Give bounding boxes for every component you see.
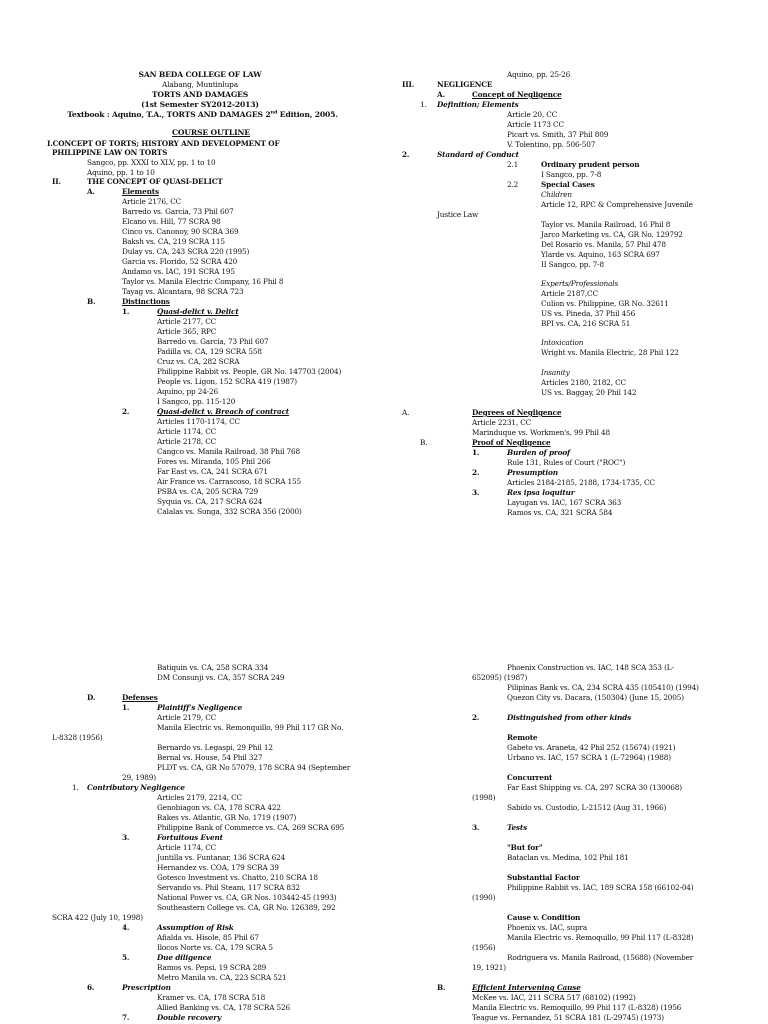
reference-line: National Power vs. CA, GR Nos. 103442-45 (1993)	[157, 893, 337, 902]
reference-line: Jarco Marketing vs. CA, GR No. 129792	[541, 230, 683, 239]
category-label: Remote	[507, 733, 538, 742]
school-location: Alabang, Muntinlupa	[161, 80, 239, 89]
reference-line: Bernal vs. House, 54 Phil 327	[157, 753, 263, 762]
reference-line: Article 12, RPC & Comprehensive Juvenile	[541, 200, 693, 209]
school-name: SAN BEDA COLLEGE OF LAW	[138, 70, 262, 79]
reference-line: V. Tolentino, pp. 506-507	[507, 140, 596, 149]
reference-line: Layugan vs. IAC, 167 SCRA 363	[507, 498, 622, 507]
reference-line: Kramer vs. CA, 178 SCRA 518	[157, 993, 266, 1002]
reference-line: (1998)	[472, 793, 496, 802]
reference-line: 29, 1989)	[122, 773, 156, 782]
reference-line: Article 365, RPC	[157, 327, 217, 336]
item-title: Presumption	[507, 468, 558, 477]
item-title: Double recovery	[157, 1013, 222, 1022]
section-title: I.CONCEPT OF TORTS; HISTORY AND DEVELOPMENT OF	[47, 139, 280, 148]
reference-line: Manila Electric vs. Remonquillo, 99 Phil 117 GR No.	[157, 723, 344, 732]
item-number: 1.	[72, 783, 79, 792]
reference-line: Tayag vs. Alcantara, 98 SCRA 723	[122, 287, 244, 296]
reference-line: Air France vs. Carrascoso, 18 SCRA 155	[157, 477, 302, 486]
reference-line: Article 1174, CC	[157, 843, 217, 852]
reference-line: People vs. Ligon, 152 SCRA 419 (1987)	[157, 377, 297, 386]
item-number: 2.	[402, 150, 410, 159]
item-title: Tests	[507, 823, 528, 832]
item-title: Fortuitous Event	[157, 833, 223, 842]
section-title: NEGLIGENCE	[437, 80, 493, 89]
subsection-title: Concept of Negligence	[472, 90, 562, 99]
reference-line: Batiquin vs. CA, 258 SCRA 334	[157, 663, 269, 672]
reference-line: Juntilla vs. Funtanar, 136 SCRA 624	[157, 853, 286, 862]
reference-line: Manila Electric vs. Remoquillo, 99 Phil 117 (L-8328)	[507, 933, 694, 942]
section-number: III.	[402, 80, 415, 89]
category-label: Children	[541, 190, 572, 199]
reference-line: Manila Electric vs. Remoquillo, 99 Phil 117 (L-8328) (1956	[472, 1003, 682, 1012]
reference-line: Article 2176, CC	[122, 197, 182, 206]
reference-line: Padilla vs. CA, 129 SCRA 558	[157, 347, 262, 356]
reference-line: I Sangco, pp. 7-8	[541, 170, 602, 179]
reference-line: Culion vs. Philippine, GR No. 32611	[541, 299, 669, 308]
reference-line: I Sangco, pp. 115-120	[157, 397, 236, 406]
subsection-letter: B.	[420, 438, 428, 447]
reference-line: Wright vs. Manila Electric, 28 Phil 122	[541, 348, 679, 357]
category-label: Intoxication	[541, 338, 584, 347]
reference-line: Philippine Rabbit vs. People, GR No. 147703 (2004)	[157, 367, 342, 376]
textbook-line: Textbook : Aquino, T.A., TORTS AND DAMAGES 2nd Edition, 2005.	[67, 109, 338, 119]
reference-line: Articles 1170-1174, CC	[157, 417, 240, 426]
item-number: 3.	[472, 823, 480, 832]
reference-line: US vs. Baggay, 20 Phil 142	[541, 388, 637, 397]
reference-line: 19, 1921)	[472, 963, 506, 972]
reference-line: Articles 2180, 2182, CC	[541, 378, 626, 387]
reference-line: Philippine Bank of Commerce vs. CA, 269 SCRA 695	[157, 823, 345, 832]
reference-line: (1990)	[472, 893, 496, 902]
reference-line: Taylor vs. Manila Electric Company, 16 Phil 8	[122, 277, 284, 286]
reference-line: Gotesco Investment vs. Chatto, 210 SCRA 18	[157, 873, 318, 882]
reference-line: Rakes vs. Atlantic, GR No. 1719 (1907)	[157, 813, 297, 822]
item-number: 1.	[122, 307, 130, 316]
reference-line: Article 1173 CC	[507, 120, 564, 129]
item-number: 1.	[472, 448, 480, 457]
reference-line: Cangco vs. Manila Railroad, 38 Phil 768	[157, 447, 300, 456]
reference-line: Allied Banking vs. CA, 178 SCRA 526	[157, 1003, 291, 1012]
reference-line: Aquino, pp. 1 to 10	[87, 168, 155, 177]
reference-line: Fores vs. Miranda, 105 Phil 266	[157, 457, 271, 466]
reference-line: Bernardo vs. Legaspi, 29 Phil 12	[157, 743, 273, 752]
reference-line: Metro Manila vs. CA, 223 SCRA 521	[157, 973, 287, 982]
category-label: Substantial Factor	[507, 873, 580, 882]
subsection-title: Defenses	[122, 693, 158, 702]
subsection-letter: A.	[437, 90, 445, 99]
item-number: 2.	[472, 468, 480, 477]
reference-line: Hernandez vs. COA, 179 SCRA 39	[157, 863, 279, 872]
item-title: Burden of proof	[507, 448, 571, 457]
reference-line: L-8328 (1956)	[52, 733, 103, 742]
reference-line: Syquia vs. CA, 217 SCRA 624	[157, 497, 263, 506]
item-number: 2.1	[507, 160, 519, 169]
subsection-letter: B.	[87, 297, 96, 306]
reference-line: Far East Shipping vs. CA, 297 SCRA 30 (130068)	[507, 783, 682, 792]
item-number: 7.	[122, 1013, 130, 1022]
reference-line: Genobiagon vs. CA, 178 SCRA 422	[157, 803, 281, 812]
item-title: Prescription	[122, 983, 171, 992]
subsection-letter: A.	[402, 408, 410, 417]
reference-line: Far East vs. CA, 241 SCRA 671	[157, 467, 268, 476]
reference-line: Teague vs. Fernandez, 51 SCRA 181 (L-29745) (1973)	[472, 1013, 664, 1022]
reference-line: PLDT vs. CA, GR No 57079, 178 SCRA 94 (September	[157, 763, 351, 772]
reference-line: Cinco vs. Canonoy, 90 SCRA 369	[122, 227, 239, 236]
reference-line: II Sangco, pp. 7-8	[541, 260, 604, 269]
reference-line: Southeastern College vs. CA, GR No. 126389, 292	[157, 903, 336, 912]
item-title: Distinguished from other kinds	[507, 713, 632, 722]
reference-line: Calalas vs. Sunga, 332 SCRA 356 (2000)	[157, 507, 302, 516]
reference-line: Quezon City vs. Dacara, (150304) (June 15, 2005)	[507, 693, 684, 702]
item-number: 3.	[472, 488, 480, 497]
reference-line: Article 2231, CC	[472, 418, 532, 427]
item-title: Res ipsa loquitur	[507, 488, 575, 497]
item-title: Assumption of Risk	[157, 923, 234, 932]
reference-line: (1956)	[472, 943, 496, 952]
section-number: II.	[52, 177, 61, 186]
reference-line: US vs. Pineda, 37 Phil 456	[541, 309, 636, 318]
item-number: 2.2	[507, 180, 519, 189]
item-number: 5.	[122, 953, 130, 962]
item-title: Standard of Conduct	[437, 150, 519, 159]
reference-line: Elcano vs. Hill, 77 SCRA 98	[122, 217, 221, 226]
reference-line: Article 1174, CC	[157, 427, 217, 436]
reference-line: 652095) (1987)	[472, 673, 528, 682]
item-number: 4.	[122, 923, 130, 932]
section-title: THE CONCEPT OF QUASI-DELICT	[87, 177, 223, 186]
outline-title: COURSE OUTLINE	[172, 128, 250, 137]
reference-line: Cruz vs. CA, 282 SCRA	[157, 357, 240, 366]
reference-line: SCRA 422 (July 10, 1998)	[52, 913, 143, 922]
reference-line: Article 2179, CC	[157, 713, 217, 722]
category-label: Insanity	[541, 368, 570, 377]
section-title: PHILIPPINE LAW ON TORTS	[52, 148, 168, 157]
reference-line: BPI vs. CA, 216 SCRA 51	[541, 319, 631, 328]
reference-line: Ramos vs. Pepsi, 19 SCRA 289	[157, 963, 267, 972]
reference-line: Aquino, pp 24-26	[157, 387, 219, 396]
subsection-letter: B.	[437, 983, 446, 992]
subsection-title: Efficient Intervening Cause	[472, 983, 581, 992]
subsection-letter: A.	[87, 187, 95, 196]
reference-line: PSBA vs. CA, 205 SCRA 729	[157, 487, 258, 496]
reference-line: Dulay vs. CA, 243 SCRA 220 (1995)	[122, 247, 250, 256]
reference-line: Ylarde vs. Aquino, 163 SCRA 697	[541, 250, 660, 259]
subsection-title: Degrees of Negligence	[472, 408, 562, 417]
subsection-letter: D.	[87, 693, 96, 702]
item-number: 1.	[420, 100, 427, 109]
reference-line: Afialda vs. Hisole, 85 Phil 67	[157, 933, 259, 942]
reference-line: Garcia vs. Florido, 52 SCRA 420	[122, 257, 238, 266]
reference-line: McKee vs. IAC, 211 SCRA 517 (68102) (1992)	[472, 993, 636, 1002]
item-title: Quasi-delict v. Delict	[157, 307, 239, 316]
reference-line: Article 2187,CC	[541, 289, 598, 298]
reference-line: Sabido vs. Custodio, L-21512 (Aug 31, 1966)	[507, 803, 667, 812]
reference-line: Del Rosario vs. Manila, 57 Phil 478	[541, 240, 666, 249]
reference-line: Barredo vs. Garcia, 73 Phil 607	[157, 337, 269, 346]
reference-line: DM Consunji vs. CA, 357 SCRA 249	[157, 673, 285, 682]
item-number: 2.	[472, 713, 480, 722]
item-title: Definition; Elements	[437, 100, 519, 109]
item-title: Special Cases	[541, 180, 595, 189]
reference-line: Justice Law	[437, 210, 479, 219]
reference-line: Articles 2184-2185, 2188, 1734-1735, CC	[507, 478, 655, 487]
reference-line: Baksh vs. CA, 219 SCRA 115	[122, 237, 225, 246]
item-number: 6.	[87, 983, 95, 992]
item-number: 3.	[122, 833, 130, 842]
semester: (1st Semester SY2012-2013)	[141, 100, 259, 109]
reference-line: Article 2177, CC	[157, 317, 217, 326]
category-label: Experts/Professionals	[541, 279, 619, 288]
reference-line: Taylor vs. Manila Railroad, 16 Phil 8	[541, 220, 671, 229]
item-number: 2.	[122, 407, 130, 416]
category-label: "But for"	[507, 843, 543, 852]
reference-line: Phoenix vs. IAC, supra	[507, 923, 588, 932]
reference-line: Servando vs. Phil Steam, 117 SCRA 832	[157, 883, 300, 892]
reference-line: Phoenix Construction vs. IAC, 148 SCA 353 (L-	[507, 663, 674, 672]
category-label: Cause v. Condition	[507, 913, 581, 922]
reference-line: Sangco, pp. XXXI to XLV, pp. 1 to 10	[87, 158, 216, 167]
reference-line: Urbano vs. IAC, 157 SCRA 1 (L-72964) (1988)	[507, 753, 671, 762]
item-title: Contributory Negligence	[87, 783, 185, 792]
subsection-title: Distinctions	[122, 297, 170, 306]
reference-line: Pilipinas Bank vs. CA, 234 SCRA 435 (105410) (1994)	[507, 683, 699, 692]
reference-line: Articles 2179, 2214, CC	[157, 793, 242, 802]
item-title: Due diligence	[157, 953, 212, 962]
item-title: Ordinary prudent person	[541, 160, 640, 169]
category-label: Concurrent	[507, 773, 553, 782]
item-title: Plaintiff's Negligence	[157, 703, 243, 712]
reference-line: Rule 131, Rules of Court ("ROC")	[507, 458, 626, 467]
reference-line: Picart vs. Smith, 37 Phil 809	[507, 130, 609, 139]
subsection-title: Proof of Negligence	[472, 438, 551, 447]
item-number: 1.	[122, 703, 130, 712]
item-title: Quasi-delict v. Breach of contract	[157, 407, 290, 416]
reference-line: Gabeto vs. Araneta, 42 Phil 252 (15674) (1921)	[507, 743, 676, 752]
reference-line: Marinduque vs. Workmen's, 99 Phil 48	[472, 428, 610, 437]
reference-line: Barredo vs. Garcia, 73 Phil 607	[122, 207, 234, 216]
reference-line: Ilocos Norte vs. CA, 179 SCRA 5	[157, 943, 273, 952]
reference-line: Philippine Rabbit vs. IAC, 189 SCRA 158 (66102-04)	[507, 883, 694, 892]
subsection-title: Elements	[122, 187, 159, 196]
reference-line: Andamo vs. IAC, 191 SCRA 195	[122, 267, 235, 276]
reference-line: Ramos vs. CA, 321 SCRA 584	[507, 508, 613, 517]
reference-line: Article 20, CC	[507, 110, 558, 119]
reference-line: Article 2178, CC	[157, 437, 217, 446]
reference-line: Aquino, pp. 25-26	[507, 70, 571, 79]
subject-title: TORTS AND DAMAGES	[151, 90, 249, 99]
reference-line: Rodriguera vs. Manila Railroad, (15688) (November	[507, 953, 694, 962]
reference-line: Bataclan vs. Medina, 102 Phil 181	[507, 853, 629, 862]
